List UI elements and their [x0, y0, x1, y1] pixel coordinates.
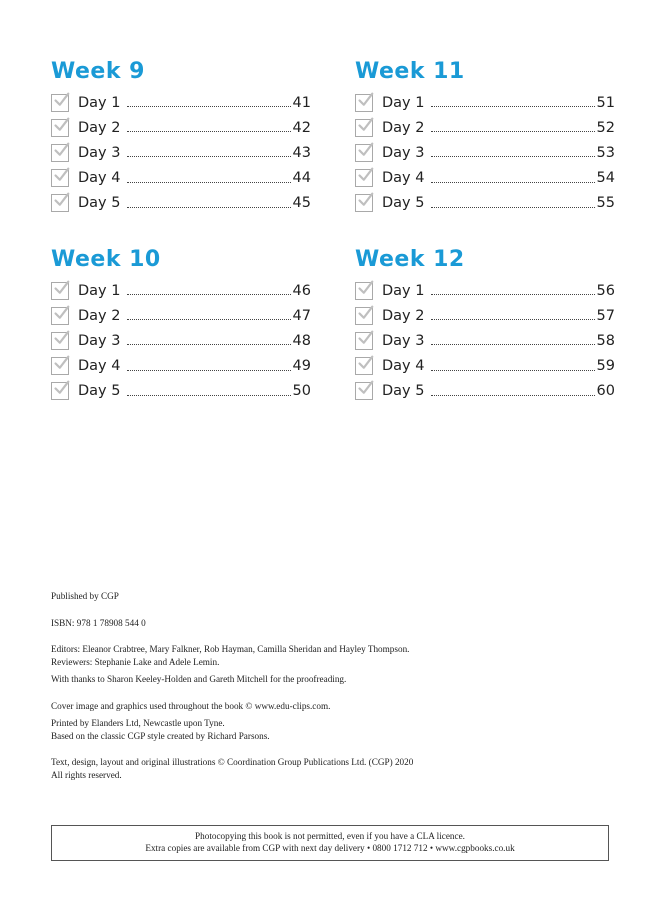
page-number: 57 — [596, 307, 615, 324]
checkmark-checkbox-icon[interactable] — [355, 332, 373, 350]
photocopy-notice-box — [51, 825, 609, 861]
page-number: 51 — [596, 94, 615, 111]
dot-leader — [431, 294, 594, 295]
day-row — [51, 278, 311, 303]
dot-leader — [127, 131, 290, 132]
isbn: ISBN: 978 1 78908 544 0 — [51, 617, 146, 628]
dot-leader — [431, 319, 594, 320]
day-label: Day 1 — [382, 94, 425, 111]
day-label: Day 3 — [78, 332, 121, 349]
dot-leader — [431, 207, 594, 208]
page-number: 54 — [596, 170, 615, 187]
day-row — [355, 90, 615, 115]
week-section — [51, 247, 311, 404]
page-number: 58 — [596, 332, 615, 349]
checkmark-checkbox-icon[interactable] — [51, 194, 69, 212]
day-label: Day 2 — [382, 119, 425, 136]
day-label: Day 5 — [382, 195, 425, 212]
imprint-block — [51, 590, 611, 781]
photocopy-notice: Photocopying this book is not permitted, even if you have a CLA licence. — [195, 831, 465, 841]
day-label: Day 4 — [78, 358, 121, 375]
day-label: Day 3 — [78, 144, 121, 161]
checkmark-checkbox-icon[interactable] — [355, 194, 373, 212]
day-row — [355, 115, 615, 140]
checkmark-checkbox-icon[interactable] — [51, 282, 69, 300]
page-number: 46 — [292, 282, 311, 299]
based-on: Based on the classic CGP style created by Richard Parsons. — [51, 730, 270, 741]
page-number: 60 — [596, 383, 615, 400]
day-label: Day 5 — [382, 383, 425, 400]
dot-leader — [127, 294, 290, 295]
day-label: Day 1 — [382, 282, 425, 299]
page-number: 49 — [292, 358, 311, 375]
page-number: 52 — [596, 119, 615, 136]
day-row — [51, 140, 311, 165]
checkmark-checkbox-icon[interactable] — [355, 307, 373, 325]
checkmark-checkbox-icon[interactable] — [51, 94, 69, 112]
editors: Editors: Eleanor Crabtree, Mary Falkner, Rob Hayman, Camilla Sheridan and Hayley Thompson. — [51, 644, 410, 654]
cover-image-credit: Cover image and graphics used throughout the book © www.edu-clips.com. — [51, 700, 331, 711]
checkmark-checkbox-icon[interactable] — [51, 144, 69, 162]
proofreading-thanks: With thanks to Sharon Keeley-Holden and Gareth Mitchell for the proofreading. — [51, 674, 347, 684]
day-label: Day 2 — [382, 307, 425, 324]
day-row — [355, 278, 615, 303]
page-number: 56 — [596, 282, 615, 299]
day-row — [51, 328, 311, 353]
day-label: Day 5 — [78, 383, 121, 400]
day-label: Day 4 — [382, 358, 425, 375]
dot-leader — [431, 182, 594, 183]
day-row — [355, 191, 615, 216]
rights-reserved: All rights reserved. — [51, 769, 122, 780]
checkmark-checkbox-icon[interactable] — [51, 307, 69, 325]
checkmark-checkbox-icon[interactable] — [51, 382, 69, 400]
checkmark-checkbox-icon[interactable] — [51, 357, 69, 375]
checkmark-checkbox-icon[interactable] — [51, 332, 69, 350]
dot-leader — [431, 156, 594, 157]
week-section — [355, 247, 615, 404]
page-number: 42 — [292, 119, 311, 136]
day-row — [51, 166, 311, 191]
checkmark-checkbox-icon[interactable] — [51, 169, 69, 187]
day-label: Day 4 — [78, 170, 121, 187]
day-row — [355, 379, 615, 404]
dot-leader — [431, 395, 594, 396]
dot-leader — [127, 319, 290, 320]
dot-leader — [127, 370, 290, 371]
day-row — [355, 328, 615, 353]
checkmark-checkbox-icon[interactable] — [51, 119, 69, 137]
page-number: 50 — [292, 383, 311, 400]
dot-leader — [431, 370, 594, 371]
day-row — [51, 303, 311, 328]
day-row — [355, 166, 615, 191]
week-title: Week 9 — [51, 59, 145, 84]
day-label: Day 1 — [78, 282, 121, 299]
day-row — [51, 191, 311, 216]
week-title: Week 12 — [355, 247, 465, 272]
dot-leader — [127, 395, 290, 396]
day-row — [355, 140, 615, 165]
published-by: Published by CGP — [51, 591, 119, 601]
week-title: Week 10 — [51, 247, 161, 272]
page-number: 41 — [292, 94, 311, 111]
page-number: 43 — [292, 144, 311, 161]
dot-leader — [127, 207, 290, 208]
extra-copies-notice: Extra copies are available from CGP with next day delivery • 0800 1712 712 • www.cgpbooks.co.uk — [145, 843, 515, 853]
day-label: Day 4 — [382, 170, 425, 187]
day-label: Day 2 — [78, 307, 121, 324]
dot-leader — [127, 182, 290, 183]
dot-leader — [127, 156, 290, 157]
printed-by: Printed by Elanders Ltd, Newcastle upon Tyne. — [51, 718, 225, 728]
day-label: Day 3 — [382, 332, 425, 349]
page-number: 48 — [292, 332, 311, 349]
page-number: 59 — [596, 358, 615, 375]
page-number: 47 — [292, 307, 311, 324]
page-number: 45 — [292, 195, 311, 212]
day-row — [355, 303, 615, 328]
checkmark-checkbox-icon[interactable] — [355, 282, 373, 300]
page-number: 53 — [596, 144, 615, 161]
checkmark-checkbox-icon[interactable] — [355, 357, 373, 375]
checkmark-checkbox-icon[interactable] — [355, 144, 373, 162]
day-label: Day 2 — [78, 119, 121, 136]
week-title: Week 11 — [355, 59, 465, 84]
reviewers: Reviewers: Stephanie Lake and Adele Lemin. — [51, 656, 220, 667]
day-row — [51, 115, 311, 140]
dot-leader — [431, 344, 594, 345]
week-section — [355, 59, 615, 216]
checkmark-checkbox-icon[interactable] — [355, 169, 373, 187]
copyright: Text, design, layout and original illustrations © Coordination Group Publications Ltd. (CGP) 2020 — [51, 757, 414, 767]
day-label: Day 5 — [78, 195, 121, 212]
dot-leader — [127, 344, 290, 345]
checkmark-checkbox-icon[interactable] — [355, 382, 373, 400]
day-row — [51, 90, 311, 115]
page-number: 55 — [596, 195, 615, 212]
page-number: 44 — [292, 170, 311, 187]
dot-leader — [127, 106, 290, 107]
day-row — [355, 354, 615, 379]
week-section — [51, 59, 311, 216]
day-row — [51, 354, 311, 379]
day-label: Day 3 — [382, 144, 425, 161]
dot-leader — [431, 106, 594, 107]
dot-leader — [431, 131, 594, 132]
checkmark-checkbox-icon[interactable] — [355, 94, 373, 112]
checkmark-checkbox-icon[interactable] — [355, 119, 373, 137]
day-label: Day 1 — [78, 94, 121, 111]
day-row — [51, 379, 311, 404]
